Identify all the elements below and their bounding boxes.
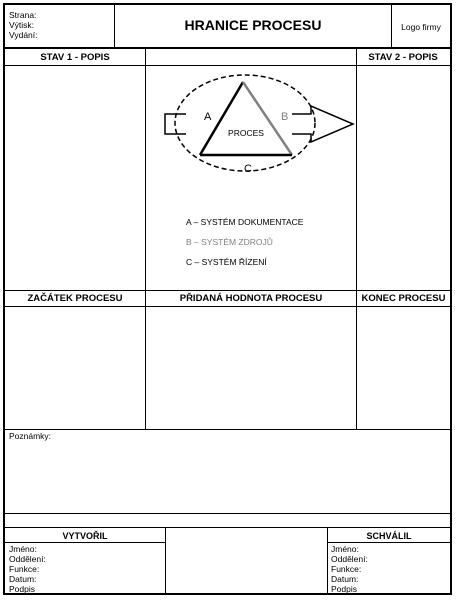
field-date-label: Datum:: [9, 574, 37, 584]
notes-label: Poznámky:: [9, 431, 52, 441]
field-function-label: Funkce:: [331, 564, 362, 574]
notes-bottom-line: [5, 513, 450, 514]
legend-item-c: C – SYSTÉM ŘÍZENÍ: [186, 257, 267, 267]
page-title: HRANICE PROCESU: [184, 17, 322, 33]
diagram-label-a: A: [204, 111, 212, 123]
process-start-header: ZAČÁTEK PROCESU: [27, 293, 123, 304]
document-meta: [9, 10, 109, 40]
state1-header: STAV 1 - POPIS: [40, 52, 110, 63]
process-boundary-ellipse: [175, 75, 315, 171]
created-by-header: VYTVOŘIL: [62, 531, 108, 541]
process-end-header: KONEC PROCESU: [361, 293, 446, 304]
process-header-line: [5, 306, 450, 307]
output-arrow-icon: [292, 106, 353, 142]
field-department-label: Oddělení:: [331, 554, 368, 564]
meta-page-label: Strana:: [9, 10, 37, 20]
value-added-header: PŘIDANÁ HODNOTA PROCESU: [179, 293, 323, 304]
field-signature-label: Podpis: [331, 584, 357, 594]
diagram-center-label: PROCES: [228, 128, 264, 138]
approved-by-fields: [331, 544, 368, 594]
created-by-fields: [9, 544, 46, 594]
diagram-label-c: C: [244, 163, 252, 175]
diagram-label-b: B: [281, 111, 289, 123]
company-logo-placeholder: Logo firmy: [401, 22, 441, 32]
header-separator: [5, 47, 450, 49]
field-signature-label: Podpis: [9, 584, 35, 594]
process-row-top-line: [5, 290, 450, 291]
approved-by-header: SCHVÁLIL: [366, 531, 412, 541]
created-by-header-line: [5, 542, 165, 543]
field-name-label: Jméno:: [331, 544, 359, 554]
field-name-label: Jméno:: [9, 544, 37, 554]
field-department-label: Oddělení:: [9, 554, 46, 564]
signature-divider-left: [165, 527, 166, 593]
legend-item-a: A – SYSTÉM DOKUMENTACE: [186, 217, 304, 227]
meta-issue-label: Vydání:: [9, 30, 38, 40]
field-function-label: Funkce:: [9, 564, 40, 574]
state2-header: STAV 2 - POPIS: [368, 52, 438, 63]
state-divider-right: [356, 49, 357, 290]
signature-top-line: [5, 527, 450, 528]
notes-top-line: [5, 429, 450, 430]
process-divider-left: [145, 290, 146, 429]
approved-by-header-line: [327, 542, 450, 543]
process-boundary-form: [3, 3, 452, 595]
meta-copy-label: Výtisk:: [9, 20, 35, 30]
field-date-label: Datum:: [331, 574, 359, 584]
legend-item-b: B – SYSTÉM ZDROJŮ: [186, 237, 273, 247]
process-divider-right: [356, 290, 357, 429]
